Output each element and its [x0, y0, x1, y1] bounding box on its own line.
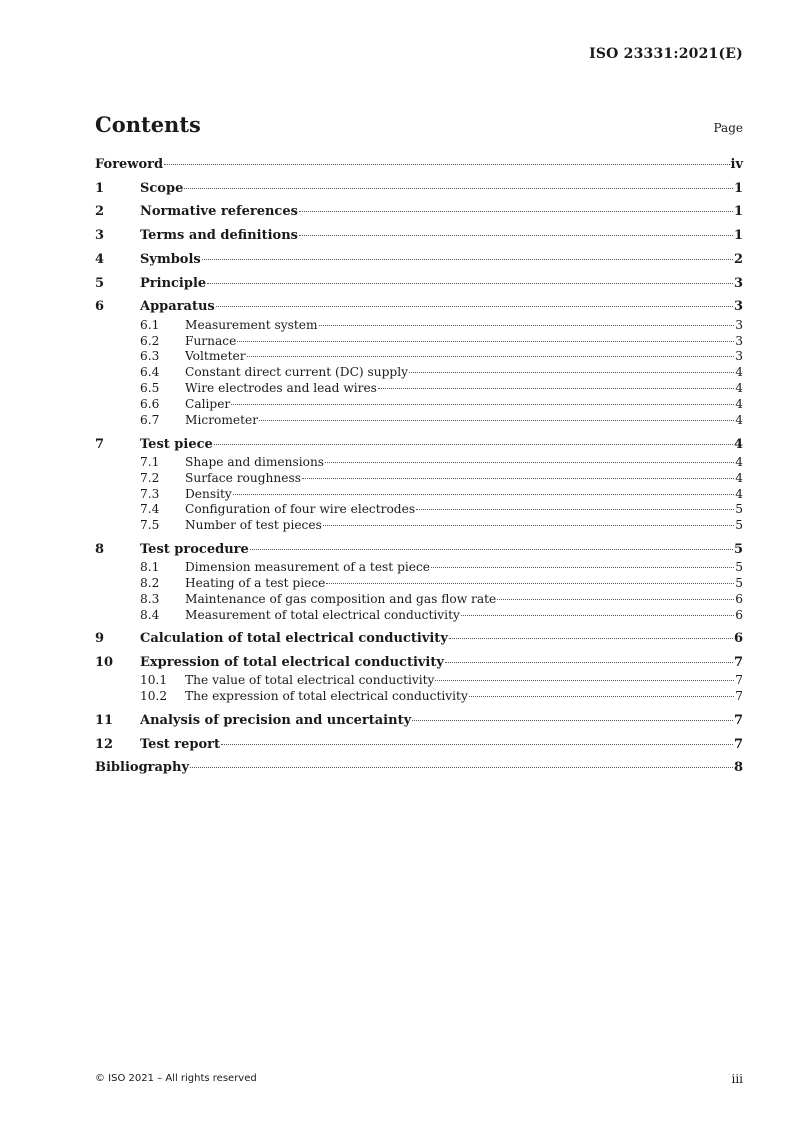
dot-leader [237, 341, 734, 342]
toc-subentry-page: 4 [735, 381, 743, 396]
toc-entry-number: 4 [95, 251, 105, 267]
toc-subentry-title: Density [185, 486, 232, 501]
toc-subentry[interactable] [95, 502, 743, 518]
toc-entry-title: Terms and definitions [140, 228, 298, 244]
toc-entry-number: 5 [95, 275, 105, 291]
dot-leader [302, 478, 734, 479]
toc-entry-number: 10 [95, 655, 114, 671]
toc-entry-number: 12 [95, 736, 114, 752]
toc-subentry-title: Wire electrodes and lead wires [185, 381, 377, 396]
toc-entry-page: 3 [733, 299, 743, 315]
toc-subentry-number: 8.4 [140, 607, 160, 622]
toc-subentry-page: 4 [735, 470, 743, 485]
toc-entry-number: 1 [95, 180, 105, 196]
toc-entry-title: Expression of total electrical conductivity [140, 655, 444, 671]
toc-entry-title: Calculation of total electrical conductivity [140, 631, 448, 647]
toc-entry-page: 4 [733, 436, 743, 452]
toc-subentry-number: 7.3 [140, 486, 160, 501]
dot-leader [409, 372, 734, 373]
toc-subentry-number: 6.1 [140, 317, 160, 332]
toc-entry[interactable] [95, 179, 743, 203]
toc-subentry-number: 10.2 [140, 689, 168, 704]
toc-subentry-page: 3 [735, 317, 743, 332]
dot-leader [416, 509, 734, 510]
toc-subentry-page: 7 [735, 689, 743, 704]
toc-entry[interactable] [95, 226, 743, 250]
toc-entry-page: 7 [733, 655, 743, 671]
toc-subentry-page: 5 [735, 518, 743, 533]
toc-subentry-title: Voltmeter [185, 349, 246, 364]
toc-subentry[interactable] [95, 518, 743, 540]
toc-subentry-title: Shape and dimensions [185, 454, 325, 469]
dot-leader [221, 744, 733, 745]
dot-leader [469, 696, 734, 697]
toc-subentry-number: 7.5 [140, 518, 160, 533]
dot-leader [449, 638, 733, 639]
toc-entry-title: Foreword [95, 157, 164, 172]
toc-subentry-page: 5 [735, 560, 743, 575]
page-number: iii [731, 1072, 743, 1086]
toc-subentry-number: 6.2 [140, 333, 160, 348]
toc-entry[interactable] [95, 540, 743, 560]
dot-leader [247, 356, 735, 357]
toc-entry-page: iv [730, 157, 743, 172]
toc-subentry-page: 5 [735, 502, 743, 517]
toc-entry-title: Principle [140, 275, 207, 291]
toc-subentry[interactable] [95, 560, 743, 576]
toc-entry-number: 2 [95, 204, 105, 220]
dot-leader [259, 420, 734, 421]
dot-leader [326, 583, 734, 584]
toc-entry-page: 1 [733, 180, 743, 196]
dot-leader [325, 462, 734, 463]
toc-subentry-title: Measurement system [185, 317, 318, 332]
toc-subentry-number: 7.2 [140, 470, 160, 485]
toc-subentry-page: 6 [735, 591, 743, 606]
toc-subentry[interactable] [95, 318, 743, 334]
dot-leader [233, 494, 734, 495]
toc-subentry-page: 3 [735, 333, 743, 348]
dot-leader [231, 404, 734, 405]
toc-subentry-title: Dimension measurement of a test piece [185, 560, 431, 575]
toc-entry[interactable] [95, 297, 743, 317]
toc-subentry[interactable] [95, 381, 743, 397]
toc-subentry-number: 6.6 [140, 397, 160, 412]
toc-entry[interactable] [95, 250, 743, 274]
dot-leader [202, 259, 733, 260]
toc-subentry[interactable] [95, 673, 743, 689]
toc-subentry[interactable] [95, 592, 743, 608]
toc-subentry[interactable] [95, 471, 743, 487]
toc-entry-page: 7 [733, 736, 743, 752]
toc-entry-number: 6 [95, 299, 105, 315]
toc-subentry-title: The value of total electrical conductivity [185, 673, 435, 688]
toc-subentry-number: 10.1 [140, 673, 168, 688]
toc-subentry-title: Maintenance of gas composition and gas flow rate [185, 591, 497, 606]
dot-leader [250, 549, 733, 550]
toc-subentry-page: 4 [735, 397, 743, 412]
toc-entry[interactable] [95, 758, 743, 782]
dot-leader [445, 662, 733, 663]
toc-entry-page: 7 [733, 712, 743, 728]
toc-subentry[interactable] [95, 349, 743, 365]
toc-subentry[interactable] [95, 455, 743, 471]
toc-entry-title: Test procedure [140, 541, 249, 557]
toc-entry[interactable] [95, 629, 743, 653]
toc-subentry-number: 6.3 [140, 349, 160, 364]
toc-entry-page: 1 [733, 204, 743, 220]
table-of-contents [95, 155, 743, 782]
toc-subentry-title: Furnace [185, 333, 237, 348]
dot-leader [299, 235, 733, 236]
toc-subentry-number: 6.4 [140, 365, 160, 380]
toc-subentry-title: Configuration of four wire electrodes [185, 502, 416, 517]
toc-entry-number: 8 [95, 541, 105, 557]
toc-entry-number: 11 [95, 712, 114, 728]
toc-subentry[interactable] [95, 365, 743, 381]
dot-leader [319, 325, 735, 326]
toc-subentry-page: 4 [735, 454, 743, 469]
dot-leader [431, 567, 734, 568]
toc-subentry-title: Heating of a test piece [185, 576, 326, 591]
toc-subentry[interactable] [95, 397, 743, 413]
toc-entry-title: Normative references [140, 204, 298, 220]
toc-entry[interactable] [95, 202, 743, 226]
toc-entry[interactable] [95, 711, 743, 735]
toc-subentry-number: 7.1 [140, 454, 160, 469]
dot-leader [412, 720, 733, 721]
toc-subentry[interactable] [95, 576, 743, 592]
toc-subentry-number: 8.2 [140, 576, 160, 591]
toc-entry-title: Symbols [140, 251, 201, 267]
toc-entry-number: 3 [95, 228, 105, 244]
toc-entry-page: 6 [733, 631, 743, 647]
toc-subentry[interactable] [95, 413, 743, 435]
toc-entry-page: 1 [733, 228, 743, 244]
toc-subentry-page: 4 [735, 365, 743, 380]
dot-leader [207, 283, 733, 284]
toc-subentry-number: 8.3 [140, 591, 160, 606]
toc-subentry-number: 8.1 [140, 560, 160, 575]
dot-leader [461, 615, 734, 616]
contents-heading: Contents [95, 112, 201, 137]
toc-subentry[interactable] [95, 608, 743, 630]
toc-subentry[interactable] [95, 689, 743, 711]
toc-entry-page: 8 [733, 760, 743, 776]
toc-subentry-page: 7 [735, 673, 743, 688]
toc-subentry-title: Constant direct current (DC) supply [185, 365, 409, 380]
toc-entry-title: Test report [140, 736, 221, 752]
toc-subentry-number: 6.5 [140, 381, 160, 396]
toc-subentry-number: 7.4 [140, 502, 160, 517]
toc-subentry-title: Number of test pieces [185, 518, 322, 533]
toc-entry-title: Bibliography [95, 760, 190, 776]
dot-leader [378, 388, 734, 389]
toc-subentry-title: The expression of total electrical conductivity [185, 689, 468, 704]
toc-entry[interactable] [95, 735, 743, 759]
dot-leader [190, 767, 733, 768]
toc-subentry-title: Surface roughness [185, 470, 301, 485]
toc-subentry-page: 4 [735, 413, 743, 428]
copyright-notice: © ISO 2021 – All rights reserved [95, 1073, 257, 1084]
dot-leader [184, 188, 733, 189]
toc-subentry-page: 6 [735, 607, 743, 622]
toc-subentry[interactable] [95, 487, 743, 503]
toc-subentry-page: 5 [735, 576, 743, 591]
toc-subentry[interactable] [95, 334, 743, 350]
dot-leader [216, 306, 733, 307]
toc-subentry-page: 3 [735, 349, 743, 364]
toc-subentry-page: 4 [735, 486, 743, 501]
document-id: ISO 23331:2021(E) [589, 46, 743, 62]
dot-leader [323, 525, 734, 526]
dot-leader [214, 444, 733, 445]
dot-leader [435, 680, 734, 681]
dot-leader [299, 211, 733, 212]
toc-entry-title: Scope [140, 180, 184, 196]
toc-subentry-title: Measurement of total electrical conductivity [185, 607, 460, 622]
toc-subentry-title: Caliper [185, 397, 231, 412]
dot-leader [164, 164, 729, 165]
toc-entry-page: 3 [733, 275, 743, 291]
toc-entry[interactable] [95, 653, 743, 673]
toc-entry[interactable] [95, 155, 743, 179]
toc-entry-page: 2 [733, 251, 743, 267]
toc-entry-number: 9 [95, 631, 105, 647]
toc-entry-page: 5 [733, 541, 743, 557]
page-column-label: Page [713, 121, 743, 135]
toc-entry-title: Test piece [140, 436, 213, 452]
toc-entry[interactable] [95, 435, 743, 455]
toc-entry[interactable] [95, 274, 743, 298]
contents-heading-row [95, 112, 743, 137]
toc-entry-number: 7 [95, 436, 105, 452]
dot-leader [497, 599, 734, 600]
toc-entry-title: Analysis of precision and uncertainty [140, 712, 412, 728]
toc-subentry-number: 6.7 [140, 413, 160, 428]
toc-entry-title: Apparatus [140, 299, 215, 315]
toc-subentry-title: Micrometer [185, 413, 259, 428]
